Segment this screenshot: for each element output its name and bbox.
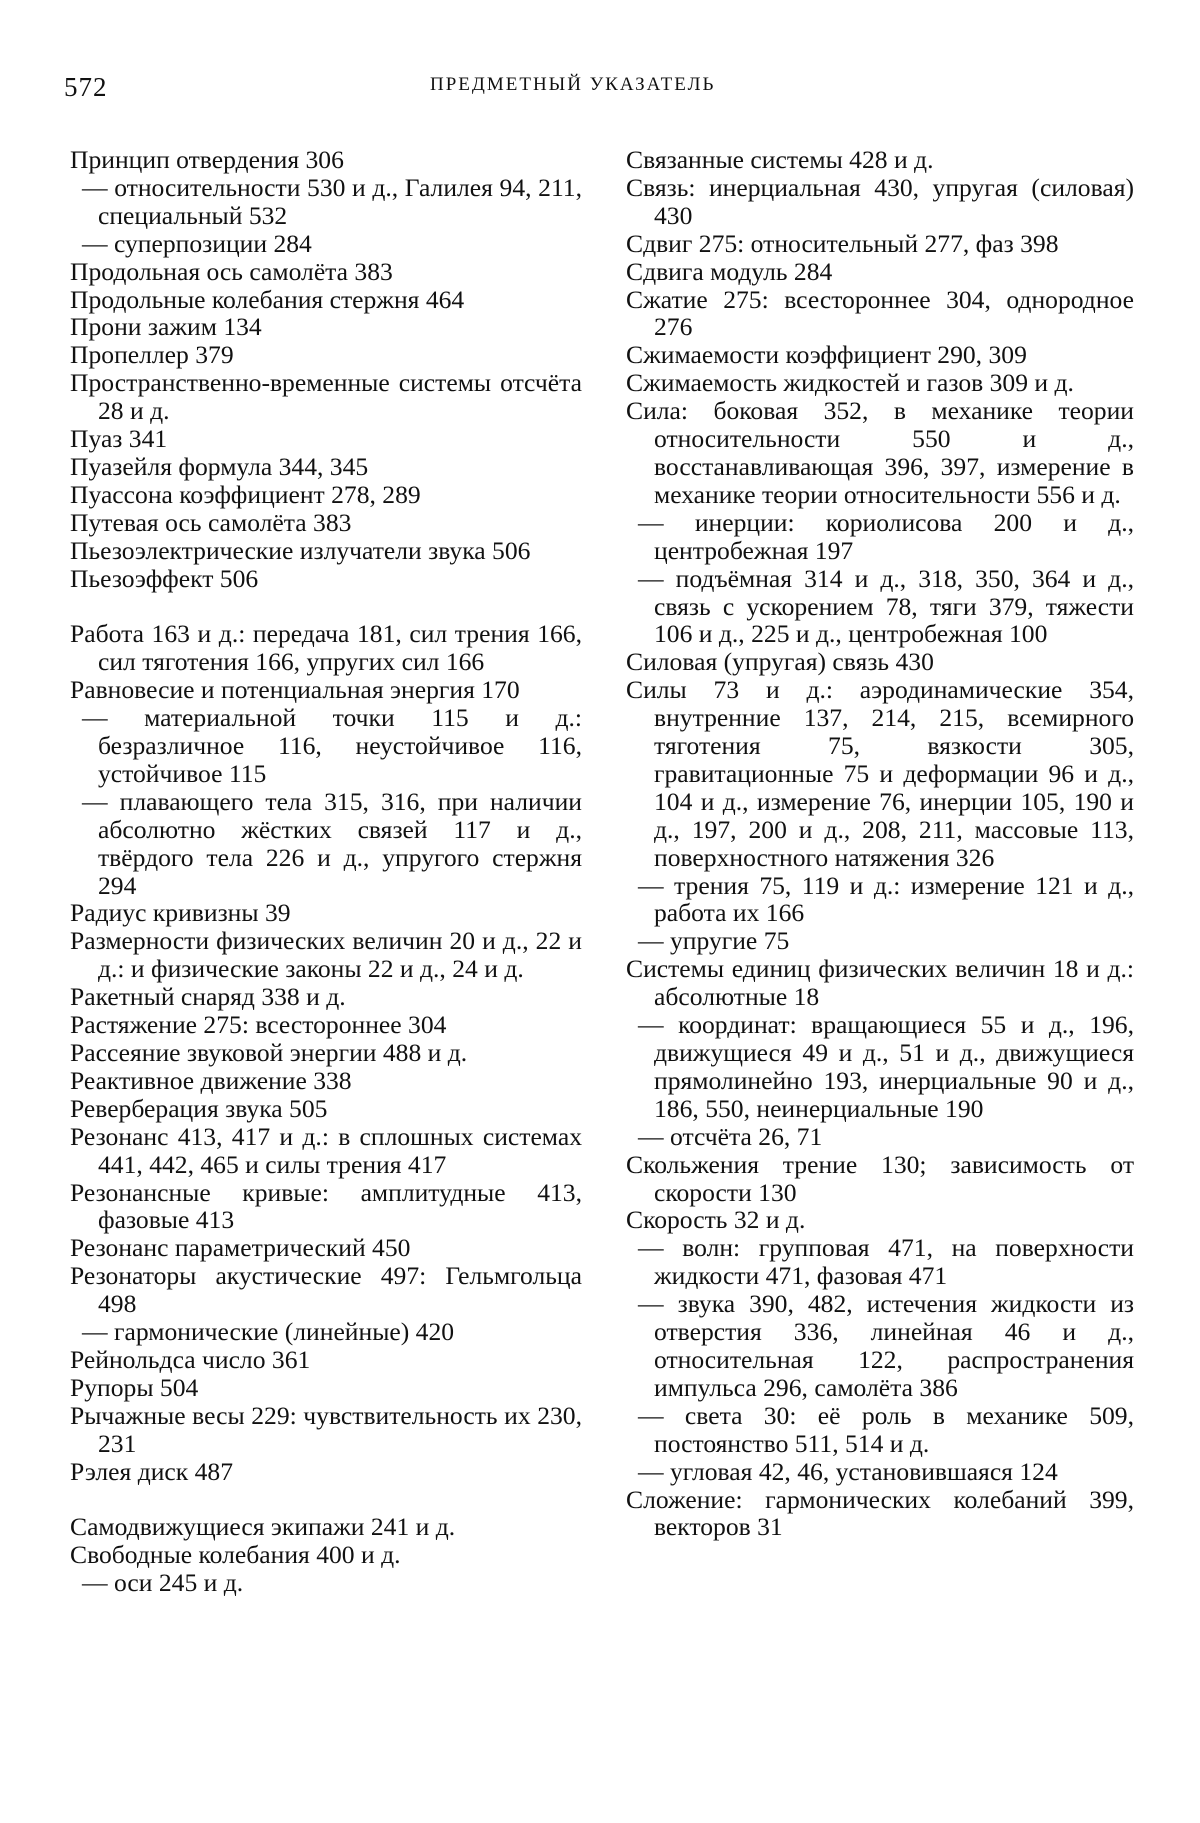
index-subentry: — упругие 75: [638, 926, 790, 956]
index-entry: Рупоры 504: [70, 1372, 199, 1402]
index-subentry: — плавающего тела 315, 316, при наличии абсолютно жёстких связей 117 и д., твёрдого тела 226 и д., упругого стержня 294: [82, 786, 582, 900]
index-entry: Сложение: гармонических колебаний 399, векторов 31: [626, 1484, 1134, 1542]
index-entry: Резонанс параметрический 450: [70, 1233, 411, 1263]
index-entry: Резонаторы акустические 497: Гельмгольца 498: [70, 1261, 582, 1319]
index-entry: Пьезоэлектрические излучатели звука 506: [70, 535, 531, 565]
index-entry: Прони зажим 134: [70, 312, 262, 342]
index-entry: Радиус кривизны 39: [70, 898, 291, 928]
index-subentry: — координат: вращающиеся 55 и д., 196, движущиеся 49 и д., 51 и д., движущиеся прямолинейно 193, инерциальные 90 и д., 186, 550, неинерциальные 190: [638, 1010, 1134, 1123]
index-subentry: — суперпозиции 284: [82, 228, 312, 258]
index-entry: Скольжения трение 130; зависимость от скорости 130: [626, 1149, 1134, 1207]
index-column-right: [626, 146, 1134, 1541]
index-entry: Сдвиг 275: относительный 277, фаз 398: [626, 228, 1059, 258]
index-entry: Равновесие и потенциальная энергия 170: [70, 675, 520, 705]
letter-group-gap: [70, 1485, 582, 1513]
index-subentry: — относительности 530 и д., Галилея 94, 211, специальный 532: [82, 172, 582, 230]
letter-group-gap: [70, 593, 582, 621]
page-number: 572: [64, 72, 108, 102]
index-subentry: — угловая 42, 46, установившаяся 124: [638, 1456, 1058, 1486]
index-entry: Связанные системы 428 и д.: [626, 145, 934, 174]
index-entry: Сила: боковая 352, в механике теории относительности 550 и д., восстанавливающая 396, 397, измерение в механике теории относительности 556 и д.: [626, 396, 1134, 509]
index-entry: Силы 73 и д.: аэродинамические 354, внутренние 137, 214, 215, всемирного тяготения 75, вязкости 305, гравитационные 75 и деформации 96 и д., 104 и д., измерение 76, инерции 105, 190 и д., 197, 200 и д., 208, 211, массовые 113, поверхностного натяжения 326: [626, 675, 1134, 872]
index-subentry: — трения 75, 119 и д.: измерение 121 и д., работа их 166: [638, 870, 1134, 928]
index-subentry: — звука 390, 482, истечения жидкости из отверстия 336, линейная 46 и д., относительная 122, распространения импульса 296, самолёта 386: [638, 1289, 1134, 1402]
index-subentry: — материальной точки 115 и д.: безразличное 116, неустойчивое 116, устойчивое 115: [82, 703, 582, 788]
index-entry: Пьезоэффект 506: [70, 563, 259, 593]
index-entry: Реверберация звука 505: [70, 1093, 328, 1123]
index-entry: Пропеллер 379: [70, 340, 234, 370]
index-subentry: — подъёмная 314 и д., 318, 350, 364 и д., связь с ускорением 78, тяги 379, тяжести 106 и д., 225 и д., центробежная 100: [638, 563, 1134, 649]
index-entry: Сдвига модуль 284: [626, 256, 833, 286]
index-entry: Сжимаемость жидкостей и газов 309 и д.: [626, 368, 1074, 398]
index-entry: Рэлея диск 487: [70, 1456, 233, 1486]
index-subentry: — света 30: её роль в механике 509, постоянство 511, 514 и д.: [638, 1400, 1134, 1458]
index-subentry: — гармонические (линейные) 420: [82, 1317, 455, 1347]
index-entry: Пространственно-временные системы отсчёта 28 и д.: [70, 368, 582, 426]
index-entry: Сжимаемости коэффициент 290, 309: [626, 340, 1027, 370]
index-entry: Рейнольдса число 361: [70, 1344, 311, 1374]
index-entry: Рычажные весы 229: чувствительность их 230, 231: [70, 1400, 582, 1458]
running-title: ПРЕДМЕТНЫЙ УКАЗАТЕЛЬ: [430, 74, 716, 95]
index-entry: Размерности физических величин 20 и д., 22 и д.: и физические законы 22 и д., 24 и д.: [70, 926, 582, 984]
index-subentry: — волн: групповая 471, на поверхности жидкости 471, фазовая 471: [638, 1233, 1134, 1291]
index-entry: Реактивное движение 338: [70, 1065, 352, 1095]
index-entry: Резонанс 413, 417 и д.: в сплошных системах 441, 442, 465 и силы трения 417: [70, 1121, 582, 1179]
index-entry: Продольная ось самолёта 383: [70, 256, 393, 286]
index-entry: Ракетный снаряд 338 и д.: [70, 982, 346, 1012]
index-column-left: [70, 146, 582, 1597]
index-entry: Свободные колебания 400 и д.: [70, 1540, 401, 1570]
index-subentry: — оси 245 и д.: [82, 1568, 244, 1598]
index-entry: Пуазейля формула 344, 345: [70, 451, 369, 481]
index-entry: Резонансные кривые: амплитудные 413, фазовые 413: [70, 1177, 582, 1235]
index-entry: Сжатие 275: всестороннее 304, однородное 276: [626, 284, 1134, 342]
index-entry: Растяжение 275: всестороннее 304: [70, 1010, 447, 1040]
index-subentry: — инерции: кориолисова 200 и д., центробежная 197: [638, 507, 1134, 565]
index-entry: Продольные колебания стержня 464: [70, 284, 465, 314]
index-entry: Пуассона коэффициент 278, 289: [70, 479, 421, 509]
index-entry: Связь: инерциальная 430, упругая (силовая) 430: [626, 172, 1134, 230]
index-subentry: — отсчёта 26, 71: [638, 1121, 823, 1151]
index-entry: Рассеяние звуковой энергии 488 и д.: [70, 1037, 468, 1067]
index-entry: Самодвижущиеся экипажи 241 и д.: [70, 1512, 456, 1542]
index-entry: Работа 163 и д.: передача 181, сил трения 166, сил тяготения 166, упругих сил 166: [70, 619, 582, 677]
index-entry: Скорость 32 и д.: [626, 1205, 806, 1235]
index-entry: Принцип отвердения 306: [70, 145, 344, 174]
index-entry: Системы единиц физических величин 18 и д.: абсолютные 18: [626, 954, 1134, 1012]
index-entry: Путевая ось самолёта 383: [70, 507, 352, 537]
index-entry: Силовая (упругая) связь 430: [626, 647, 934, 677]
index-entry: Пуаз 341: [70, 424, 168, 454]
